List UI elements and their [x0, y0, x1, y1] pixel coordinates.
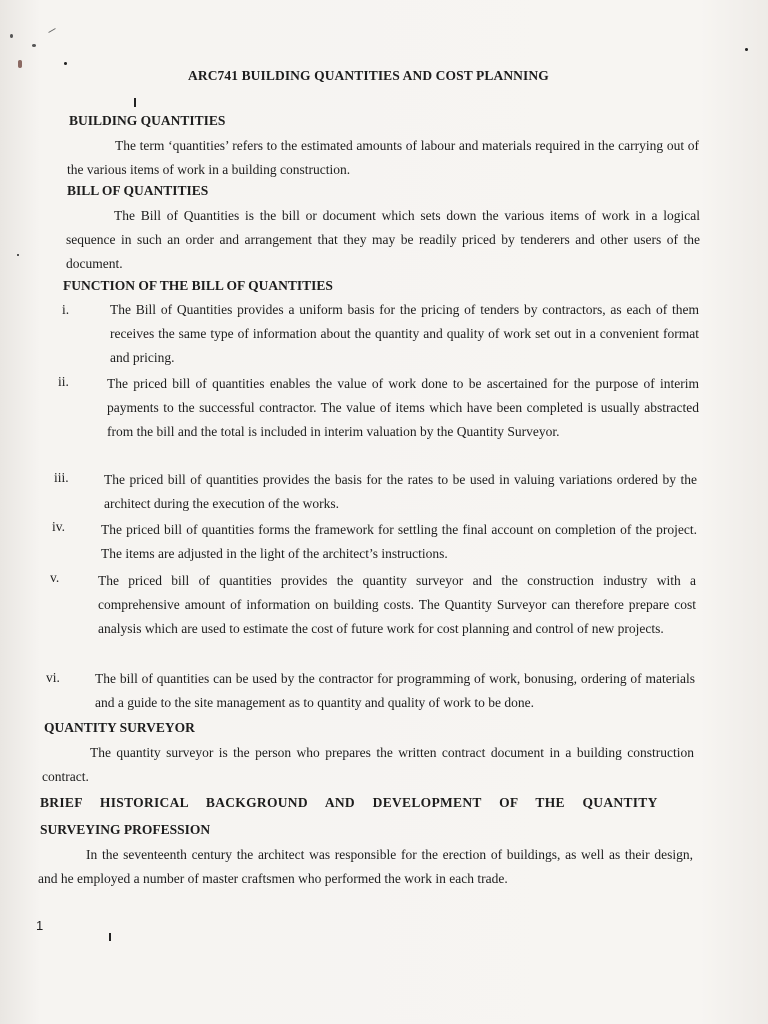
scan-mark [32, 44, 36, 47]
scan-mark [134, 98, 136, 107]
list-item-number: ii. [58, 374, 69, 389]
paragraph-historical-background: In the seventeenth century the architect was responsible for the erection of buildings, as well as their design, and he employed a number of master craftsmen who performed the work in each trade. [38, 847, 693, 886]
list-item-text: The priced bill of quantities enables the value of work done to be ascertained for the purpose of interim payments to the successful contractor. The value of items which have been completed is usually abstracted from the bill and the total is included in interim valuation by the Quantity Surveyor. [107, 376, 699, 439]
scan-mark [109, 933, 111, 941]
scan-mark [745, 48, 748, 51]
list-item-number: vi. [46, 670, 60, 685]
heading-historical-background-line2: SURVEYING PROFESSION [40, 822, 211, 837]
scan-mark [64, 62, 67, 65]
scan-mark [17, 254, 19, 256]
list-item-number: iii. [54, 470, 69, 485]
list-item-number: i. [62, 302, 70, 317]
paragraph-building-quantities: The term ‘quantities’ refers to the estimated amounts of labour and materials required in the carrying out of the various items of work in a building construction. [67, 138, 699, 177]
heading-building-quantities: BUILDING QUANTITIES [69, 113, 226, 128]
list-item-number: iv. [52, 519, 65, 534]
list-item-text: The priced bill of quantities provides the basis for the rates to be used in valuing variations ordered by the architect during the execution of the works. [104, 472, 697, 511]
scan-mark [48, 28, 55, 33]
list-item-text: The Bill of Quantities provides a uniform basis for the pricing of tenders by contractors, as each of them receives the same type of information about the quantity and quality of work set out in a convenient format and pricing. [110, 302, 699, 365]
list-item-text: The bill of quantities can be used by the contractor for programming of work, bonusing, ordering of materials and a guide to the site management as to quantity and quality of work to be done. [95, 671, 695, 710]
paragraph-quantity-surveyor: The quantity surveyor is the person who prepares the written contract document in a building construction contract. [42, 745, 694, 784]
heading-function-of-bill: FUNCTION OF THE BILL OF QUANTITIES [63, 278, 333, 293]
page-number: 1 [36, 918, 44, 933]
document-title: ARC741 BUILDING QUANTITIES AND COST PLANNING [188, 68, 549, 83]
list-item-text: The priced bill of quantities forms the framework for settling the final account on completion of the project. The items are adjusted in the light of the architect’s instructions. [101, 522, 697, 561]
paragraph-bill-of-quantities: The Bill of Quantities is the bill or document which sets down the various items of work in a logical sequence in such an order and arrangement that they may be readily priced by tenderers and other users of the document. [66, 208, 700, 271]
heading-bill-of-quantities: BILL OF QUANTITIES [67, 183, 209, 198]
scan-mark [18, 60, 22, 68]
list-item-number: v. [50, 570, 60, 585]
heading-quantity-surveyor: QUANTITY SURVEYOR [44, 720, 195, 735]
list-item-text: The priced bill of quantities provides the quantity surveyor and the construction industry with a comprehensive amount of information on building costs. The Quantity Surveyor can therefore prepare cost analysis which are used to estimate the cost of future work for cost planning and control of new projects. [98, 573, 696, 636]
scan-mark [10, 34, 13, 38]
heading-historical-background-line1: BRIEF HISTORICAL BACKGROUND AND DEVELOPMENT OF THE QUANTITY [40, 795, 658, 810]
